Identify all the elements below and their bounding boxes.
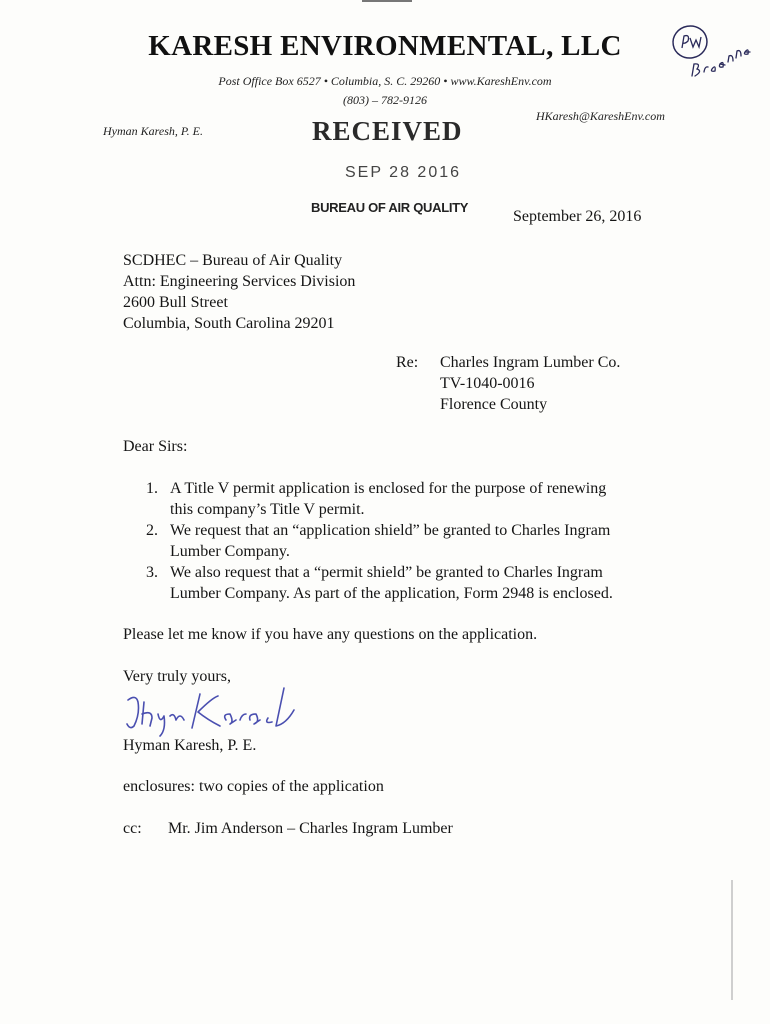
company-address: Post Office Box 6527 • Columbia, S. C. 29260 • www.KareshEnv.com: [218, 74, 552, 88]
letterhead-person: Hyman Karesh, P. E.: [103, 124, 203, 138]
recipient-address: [123, 250, 355, 334]
signature-drawing: [118, 680, 308, 740]
received-stamp-date: SEP 28 2016: [345, 164, 462, 181]
received-stamp-bureau: BUREAU OF AIR QUALITY: [311, 200, 469, 215]
signer-name: Hyman Karesh, P. E.: [123, 737, 257, 754]
list-line: this company’s Title V permit.: [170, 501, 365, 518]
list-line: We also request that a “permit shield” be granted to Charles Ingram: [170, 564, 603, 581]
list-number: 2.: [146, 522, 158, 539]
list-item: [146, 562, 613, 604]
handwritten-note-drawing: [668, 18, 768, 98]
re-line: Charles Ingram Lumber Co.: [440, 354, 621, 371]
company-email: HKaresh@KareshEnv.com: [536, 109, 665, 123]
list-line: We request that an “application shield” be granted to Charles Ingram: [170, 522, 611, 539]
recipient-line: SCDHEC – Bureau of Air Quality: [123, 252, 343, 269]
letter-date: September 26, 2016: [513, 208, 642, 225]
list-line: Lumber Company. As part of the application, Form 2948 is enclosed.: [170, 585, 613, 602]
re-subject: [440, 352, 620, 415]
handwritten-note: [668, 18, 768, 103]
numbered-list: [146, 478, 613, 604]
cc-recipient: Mr. Jim Anderson – Charles Ingram Lumber: [168, 820, 453, 837]
re-line: Florence County: [440, 396, 548, 413]
list-number: 3.: [146, 564, 158, 581]
valediction: Very truly yours,: [123, 668, 231, 685]
closing-paragraph: Please let me know if you have any questions on the application.: [123, 626, 538, 643]
list-text: [170, 520, 610, 562]
list-item: [146, 520, 613, 562]
scan-edge-line: [731, 880, 733, 1000]
recipient-line: 2600 Bull Street: [123, 294, 228, 311]
company-phone: (803) – 782-9126: [343, 93, 427, 107]
re-line: TV-1040-0016: [440, 375, 535, 392]
list-text: [170, 478, 606, 520]
enclosures-note: enclosures: two copies of the application: [123, 778, 384, 795]
list-line: A Title V permit application is enclosed for the purpose of renewing: [170, 480, 607, 497]
recipient-line: Attn: Engineering Services Division: [123, 273, 356, 290]
company-name: KARESH ENVIRONMENTAL, LLC: [148, 30, 622, 62]
salutation: Dear Sirs:: [123, 438, 188, 455]
received-stamp: RECEIVED: [312, 116, 463, 146]
recipient-line: Columbia, South Carolina 29201: [123, 315, 335, 332]
list-text: [170, 562, 613, 604]
scan-mark: [362, 0, 412, 2]
list-number: 1.: [146, 480, 158, 497]
re-label: Re:: [396, 354, 419, 371]
list-line: Lumber Company.: [170, 543, 290, 560]
list-item: [146, 478, 613, 520]
cc-label: cc:: [123, 820, 142, 837]
